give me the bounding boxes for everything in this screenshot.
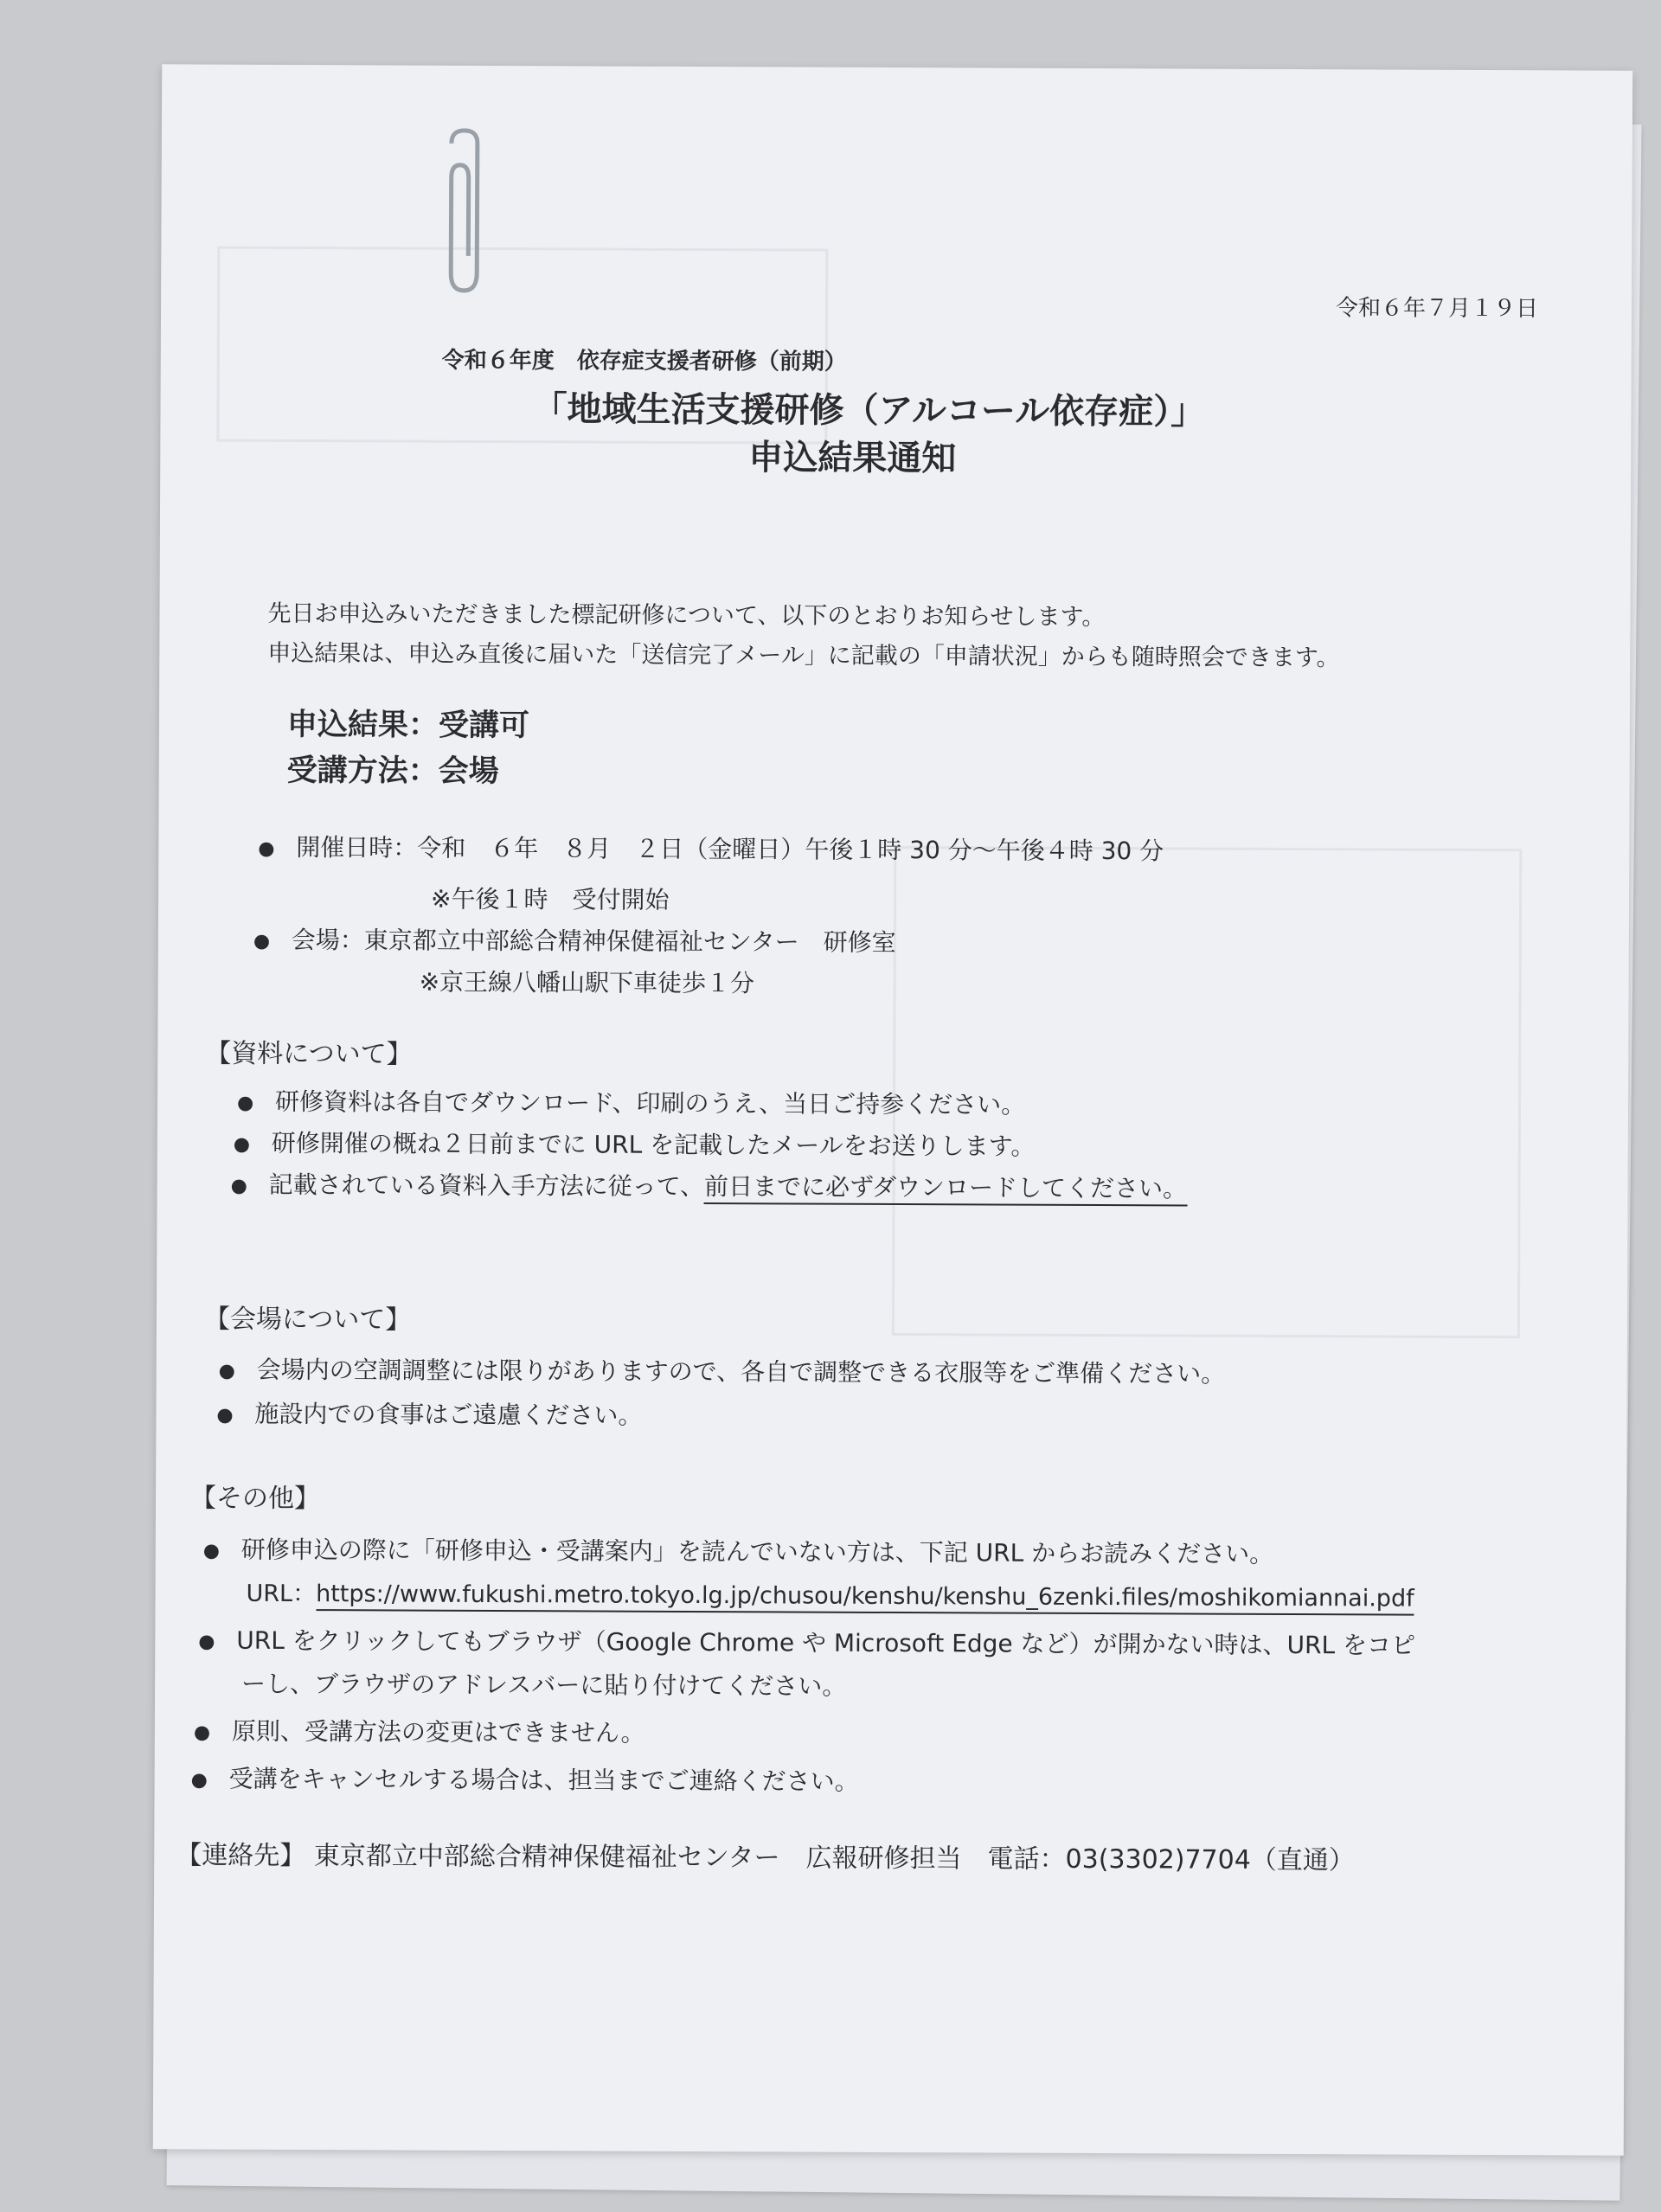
url-label: URL： [246, 1580, 317, 1608]
bullet-icon: ● [202, 1540, 221, 1562]
bullet-icon: ● [233, 1133, 251, 1156]
materials-item-text: 研修資料は各自でダウンロード、印刷のうえ、当日ご持参ください。 [274, 1087, 1026, 1119]
contact-info: 【連絡先】 東京都立中部総合精神保健福祉センター 広報研修担当 電話：03(3302)7704（直通） [176, 1840, 1355, 1876]
intro-line-2: 申込結果は、申込み直後に届いた「送信完了メール」に記載の「申請状況」からも随時照会できます。 [267, 639, 1340, 672]
other-item [191, 1760, 859, 1797]
other-item [203, 1531, 1274, 1570]
document-page [153, 64, 1632, 2155]
attendance-method: 受講方法：会場 [286, 753, 499, 790]
application-result: 申込結果：受講可 [286, 707, 530, 744]
materials-item [237, 1083, 1025, 1121]
reception-note: ※午後１時 受付開始 [430, 884, 670, 914]
materials-heading: 【資料について】 [205, 1038, 413, 1070]
event-datetime [258, 829, 1164, 868]
venue-item [216, 1395, 642, 1432]
access-note: ※京王線八幡山駅下車徒歩１分 [419, 967, 755, 998]
event-venue [253, 921, 896, 959]
venue-heading: 【会場について】 [203, 1304, 412, 1336]
materials-item [231, 1166, 1188, 1205]
bullet-icon: ● [218, 1360, 235, 1382]
other-item [194, 1712, 645, 1748]
bullet-icon: ● [230, 1175, 247, 1197]
materials-item-text: 記載されている資料入手方法に従って、 [268, 1170, 705, 1202]
bullet-icon: ● [236, 1092, 254, 1114]
bullet-icon: ● [190, 1768, 208, 1792]
other-item [198, 1622, 1415, 1662]
guide-url-line [246, 1574, 1414, 1613]
guide-url-link[interactable]: https://www.fukushi.metro.tokyo.lg.jp/chusou/kenshu/kenshu_6zenki.files/moshikomiannai.pdf [316, 1580, 1414, 1616]
paperclip-icon [425, 126, 503, 299]
intro-line-1: 先日お申込みいただきました標記研修について、以下のとおりお知らせします。 [267, 599, 1106, 632]
bullet-icon: ● [193, 1721, 211, 1744]
download-deadline-emphasis: 前日までに必ずダウンロードしてください。 [704, 1172, 1187, 1206]
other-item-text: 原則、受講方法の変更はできません。 [231, 1716, 645, 1747]
program-subtitle: 令和６年度 依存症支援者研修（前期） [441, 347, 847, 375]
event-venue-text: 会場：東京都立中部総合精神保健福祉センター 研修室 [291, 925, 896, 958]
page-title: 「地域生活支援研修（アルコール依存症）」 [532, 389, 1206, 433]
page-title-line2: 申込結果通知 [748, 438, 957, 479]
venue-item [219, 1351, 1226, 1390]
issue-date: 令和６年７月１９日 [1335, 295, 1539, 323]
bullet-icon: ● [216, 1404, 234, 1427]
bullet-icon: ● [258, 837, 275, 860]
event-datetime-text: 開催日時：令和 ６年 ８月 ２日（金曜日）午後１時 30 分～午後４時 30 分 [296, 832, 1164, 866]
other-item-text: 受講をキャンセルする場合は、担当までご連絡ください。 [228, 1764, 859, 1796]
venue-item-text: 会場内の空調調整には限りがありますので、各自で調整できる衣服等をご準備ください。 [256, 1355, 1226, 1388]
materials-item [234, 1125, 1036, 1163]
bullet-icon: ● [198, 1631, 215, 1653]
other-item-text: URL をクリックしてもブラウザ（Google Chrome や Microsoft Edge など）が開かない時は、URL をコピ [236, 1625, 1416, 1660]
other-item-continuation: ーし、ブラウザのアドレスバーに貼り付けてください。 [241, 1669, 847, 1701]
bullet-icon: ● [253, 930, 271, 952]
venue-item-text: 施設内での食事はご遠慮ください。 [254, 1399, 643, 1430]
other-heading: 【その他】 [189, 1483, 321, 1515]
other-item-text: 研修申込の際に「研修申込・受講案内」を読んでいない方は、下記 URL からお読みください。 [240, 1535, 1274, 1568]
materials-item-text: 研修開催の概ね２日前までに URL を記載したメールをお送りします。 [271, 1128, 1036, 1161]
